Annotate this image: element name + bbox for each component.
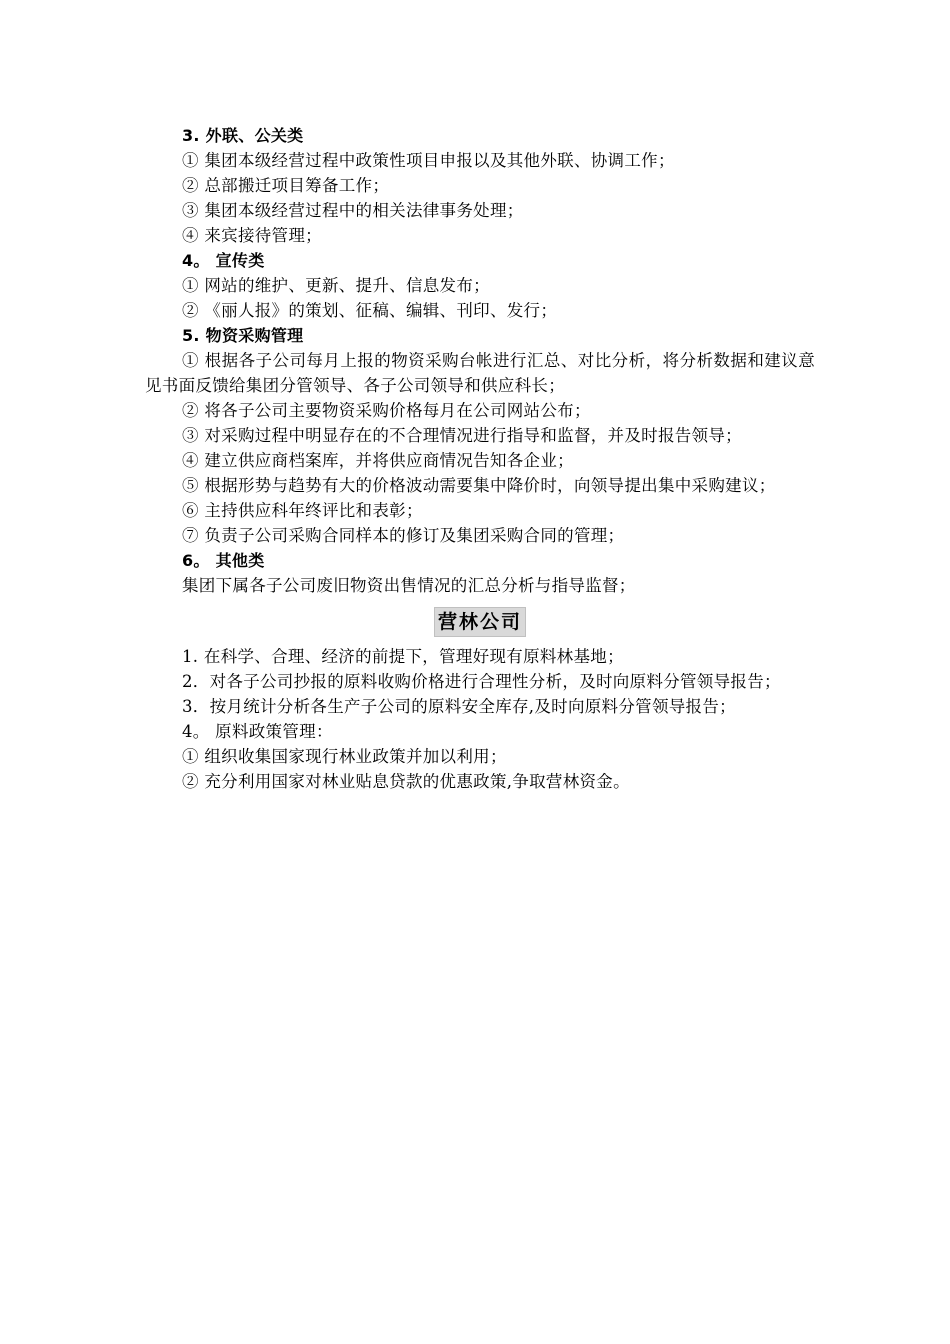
heading-external-relations: 3. 外联、公关类 (182, 126, 304, 145)
list-item: ① 网站的维护、更新、提升、信息发布； (182, 276, 490, 295)
list-item: ① 组织收集国家现行林业政策并加以利用； (182, 747, 507, 766)
list-item: ⑦ 负责子公司采购合同样本的修订及集团采购合同的管理； (182, 526, 625, 545)
heading-publicity: 4。 宣传类 (182, 251, 265, 270)
heading-procurement: 5. 物资采购管理 (182, 326, 304, 345)
list-item: ⑤ 根据形势与趋势有大的价格波动需要集中降价时，向领导提出集中采购建议； (182, 476, 776, 495)
list-item: ③ 集团本级经营过程中的相关法律事务处理； (182, 201, 524, 220)
list-item: ② 充分利用国家对林业贴息贷款的优惠政策,争取营林资金。 (182, 772, 630, 791)
list-item: ③ 对采购过程中明显存在的不合理情况进行指导和监督，并及时报告领导； (182, 426, 742, 445)
list-item: 2．对各子公司抄报的原料收购价格进行合理性分析，及时向原料分管领导报告； (182, 672, 781, 691)
list-item: 1. 在科学、合理、经济的前提下，管理好现有原料林基地； (182, 647, 624, 666)
list-item: 3．按月统计分析各生产子公司的原料安全库存,及时向原料分管领导报告； (182, 697, 736, 716)
list-item: ② 将各子公司主要物资采购价格每月在公司网站公布； (182, 401, 591, 420)
list-item: ② 总部搬迁项目筹备工作； (182, 176, 390, 195)
list-item: ① 集团本级经营过程中政策性项目申报以及其他外联、协调工作； (182, 151, 675, 170)
heading-other: 6。 其他类 (182, 551, 265, 570)
list-item: ④ 建立供应商档案库，并将供应商情况告知各企业； (182, 451, 574, 470)
list-item: ⑥ 主持供应科年终评比和表彰； (182, 501, 423, 520)
list-item: ④ 来宾接待管理； (182, 226, 322, 245)
company-title: 营林公司 (434, 607, 526, 637)
list-item: 集团下属各子公司废旧物资出售情况的汇总分析与指导监督； (182, 576, 636, 595)
document-body (145, 123, 815, 794)
list-item: 4。 原料政策管理： (182, 722, 333, 741)
list-item: ① 根据各子公司每月上报的物资采购台帐进行汇总、对比分析，将分析数据和建议意见书面反馈给集团分管领导、各子公司领导和供应科长； (145, 351, 815, 395)
company-title-wrapper (145, 607, 815, 637)
list-item: ② 《丽人报》的策划、征稿、编辑、刊印、发行； (182, 301, 558, 320)
